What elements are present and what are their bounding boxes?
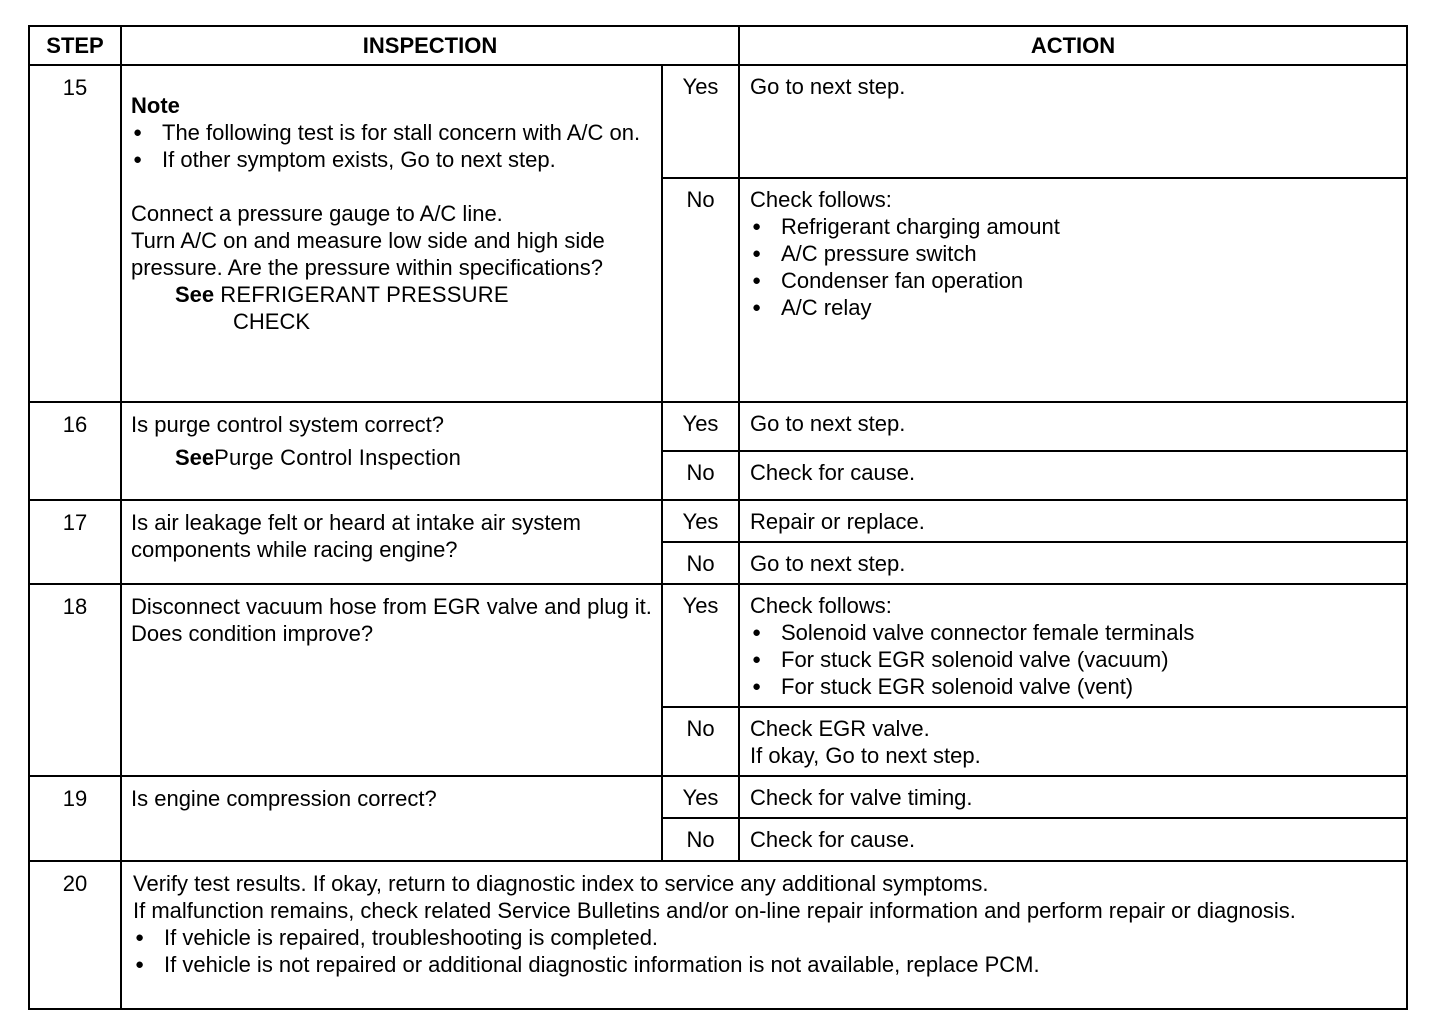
no-action: Check for cause. — [739, 818, 1407, 861]
action-item: ● For stuck EGR solenoid valve (vent) — [750, 673, 1398, 700]
yes-label: Yes — [662, 776, 739, 818]
yes-label: Yes — [662, 584, 739, 707]
inspection-text: Is purge control system correct? — [131, 412, 445, 437]
step-number: 15 — [29, 65, 121, 402]
no-label: No — [662, 818, 739, 861]
no-action: Go to next step. — [739, 542, 1407, 584]
yes-label: Yes — [662, 402, 739, 451]
inspection-item: ● If vehicle is repaired, troubleshooting is completed. — [133, 924, 1398, 951]
yes-action: Check for valve timing. — [739, 776, 1407, 818]
action-list — [750, 619, 1398, 700]
inspection-item: ● If vehicle is not repaired or additional diagnostic information is not available, replace PCM. — [133, 951, 1398, 978]
action-text: Check EGR valve. — [750, 716, 930, 741]
see-label: See — [175, 445, 215, 470]
note-item: ● The following test is for stall concern with A/C on. — [131, 119, 653, 146]
purge-control-inspection-link[interactable]: Purge Control Inspection — [214, 445, 462, 470]
action-item: ● Condenser fan operation — [750, 267, 1398, 294]
step-15-row-yes — [29, 65, 1407, 178]
step-number: 16 — [29, 402, 121, 500]
action-text: If okay, Go to next step. — [750, 743, 981, 768]
action-list — [750, 213, 1398, 321]
inspection-text: Verify test results. If okay, return to diagnostic index to service any additional symptoms. — [133, 871, 989, 896]
no-label: No — [662, 451, 739, 500]
header-row — [29, 26, 1407, 65]
step-number: 18 — [29, 584, 121, 776]
header-inspection: INSPECTION — [121, 26, 739, 65]
step-19-row-yes — [29, 776, 1407, 818]
inspection-text: Turn A/C on and measure low side and high side pressure. Are the pressure within specifications? — [131, 228, 605, 280]
step-18-inspection — [121, 584, 662, 776]
action-item: ● Refrigerant charging amount — [750, 213, 1398, 240]
see-label: See — [175, 282, 215, 307]
no-label: No — [662, 707, 739, 776]
step-16-inspection — [121, 402, 662, 500]
see-reference — [131, 281, 653, 308]
yes-action — [739, 584, 1407, 707]
inspection-text: If malfunction remains, check related Service Bulletins and/or on-line repair information and perform repair or diagnosis. — [133, 898, 1296, 923]
step-16-row-yes — [29, 402, 1407, 451]
action-item: ● A/C pressure switch — [750, 240, 1398, 267]
see-reference — [131, 444, 653, 471]
yes-action: Go to next step. — [739, 65, 1407, 178]
note-title: Note — [131, 93, 180, 118]
diagnostic-table — [28, 25, 1408, 1010]
step-number: 20 — [29, 861, 121, 1009]
step-19-inspection: Is engine compression correct? — [121, 776, 662, 861]
action-item: ● A/C relay — [750, 294, 1398, 321]
yes-label: Yes — [662, 65, 739, 178]
header-step: STEP — [29, 26, 121, 65]
action-item: ● For stuck EGR solenoid valve (vacuum) — [750, 646, 1398, 673]
step-15-inspection — [121, 65, 662, 402]
step-17-inspection: Is air leakage felt or heard at intake air system components while racing engine? — [121, 500, 662, 584]
step-number: 19 — [29, 776, 121, 861]
no-action — [739, 707, 1407, 776]
step-number: 17 — [29, 500, 121, 584]
step-17-row-yes — [29, 500, 1407, 542]
no-label: No — [662, 542, 739, 584]
inspection-text: Connect a pressure gauge to A/C line. — [131, 201, 503, 226]
yes-label: Yes — [662, 500, 739, 542]
yes-action: Repair or replace. — [739, 500, 1407, 542]
no-action — [739, 178, 1407, 402]
note-list — [131, 119, 653, 173]
action-title: Check follows: — [750, 187, 892, 212]
action-item: ● Solenoid valve connector female terminals — [750, 619, 1398, 646]
action-title: Check follows: — [750, 593, 892, 618]
note-item: ● If other symptom exists, Go to next step. — [131, 146, 653, 173]
refrigerant-pressure-check-link[interactable]: REFRIGERANT PRESSURE — [220, 282, 509, 307]
refrigerant-pressure-check-link-cont[interactable]: CHECK — [233, 309, 311, 334]
no-label: No — [662, 178, 739, 402]
inspection-text: Does condition improve? — [131, 621, 374, 646]
header-action: ACTION — [739, 26, 1407, 65]
yes-action: Go to next step. — [739, 402, 1407, 451]
step-18-row-yes — [29, 584, 1407, 707]
inspection-list — [133, 924, 1398, 978]
inspection-text: Disconnect vacuum hose from EGR valve and plug it. — [131, 594, 652, 619]
no-action: Check for cause. — [739, 451, 1407, 500]
step-20-row — [29, 861, 1407, 1009]
step-20-inspection — [121, 861, 1407, 1009]
